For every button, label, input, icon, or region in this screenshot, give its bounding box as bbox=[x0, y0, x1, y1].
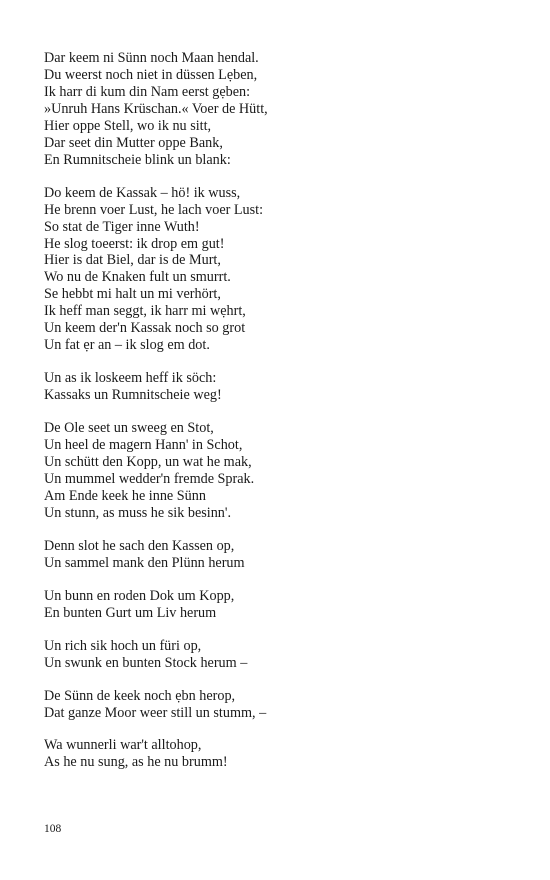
poem-line: Un swunk en bunten Stock herum – bbox=[44, 654, 248, 671]
poem-line: Un mummel wedder'n fremde Sprak. bbox=[44, 470, 255, 487]
stanza bbox=[44, 370, 514, 404]
poem-line: Wo nu de Knaken fult un smurrt. bbox=[44, 269, 231, 286]
poem-line: Denn slot he sach den Kassen op, bbox=[44, 537, 235, 554]
poem-line: Do keem de Kassak – hö! ik wuss, bbox=[44, 184, 241, 201]
poem-line: De Sünn de keek noch ẹbn herop, bbox=[44, 687, 236, 704]
stanza bbox=[44, 588, 514, 622]
poem-line: Ik harr di kum din Nam eerst gẹben: bbox=[44, 83, 251, 100]
stanza bbox=[44, 185, 514, 355]
poem-line: Dar keem ni Sünn noch Maan hendal. bbox=[44, 50, 259, 66]
poem-line: Se hebbt mi halt un mi verhört, bbox=[44, 286, 221, 303]
poem-line: Un stunn, as muss he sik besinn'. bbox=[44, 504, 231, 521]
poem-line: He brenn voer Lust, he lach voer Lust: bbox=[44, 201, 264, 218]
poem-line: Un heel de magern Hann' in Schot, bbox=[44, 437, 243, 454]
poem-line: Dat ganze Moor weer still un stumm, – bbox=[44, 704, 267, 721]
stanza bbox=[44, 638, 514, 672]
poem-line: Un bunn en roden Dok um Kopp, bbox=[44, 587, 235, 604]
poem-line: Kassaks un Rumnitscheie weg! bbox=[44, 387, 222, 404]
poem-line: En Rumnitscheie blink un blank: bbox=[44, 151, 231, 168]
poem-line: Hier oppe Stell, wo ik nu sitt, bbox=[44, 117, 212, 134]
page-number: 108 bbox=[44, 823, 62, 835]
poem-line: Un keem der'n Kassak noch so grot bbox=[44, 320, 246, 337]
poem-line: De Ole seet un sweeg en Stot, bbox=[44, 420, 214, 437]
poem-line: Wa wunnerli war't alltohop, bbox=[44, 737, 202, 754]
poem-line: Un fat ẹr an – ik slog em dot. bbox=[44, 337, 210, 354]
poem-line: »Unruh Hans Krüschan.« Voer de Hütt, bbox=[44, 100, 268, 117]
poem-body bbox=[44, 50, 514, 787]
poem-line: Un sammel mank den Plünn herum bbox=[44, 554, 245, 571]
poem-line: Am Ende keek he inne Sünn bbox=[44, 487, 206, 504]
poem-line: Ik heff man seggt, ik harr mi wẹhrt, bbox=[44, 303, 246, 320]
poem-line: En bunten Gurt um Liv herum bbox=[44, 604, 217, 621]
poem-line: Dar seet din Mutter oppe Bank, bbox=[44, 134, 223, 151]
stanza bbox=[44, 420, 514, 522]
poem-line: Un schütt den Kopp, un wat he mak, bbox=[44, 454, 252, 471]
stanza bbox=[44, 538, 514, 572]
poem-line: Hier is dat Biel, dar is de Murt, bbox=[44, 252, 221, 269]
stanza bbox=[44, 688, 514, 722]
poem-line: So stat de Tiger inne Wuth! bbox=[44, 218, 200, 235]
poem-line: As he nu sung, as he nu brumm! bbox=[44, 754, 228, 771]
poem-line: Un rich sik hoch un füri op, bbox=[44, 637, 202, 654]
poem-line: He slog toeerst: ik drop em gut! bbox=[44, 235, 225, 252]
stanza bbox=[44, 737, 514, 771]
stanza bbox=[44, 50, 514, 169]
poem-line: Du weerst noch niet in düssen Lẹben, bbox=[44, 66, 258, 83]
poem-line: Un as ik loskeem heff ik söch: bbox=[44, 370, 217, 387]
